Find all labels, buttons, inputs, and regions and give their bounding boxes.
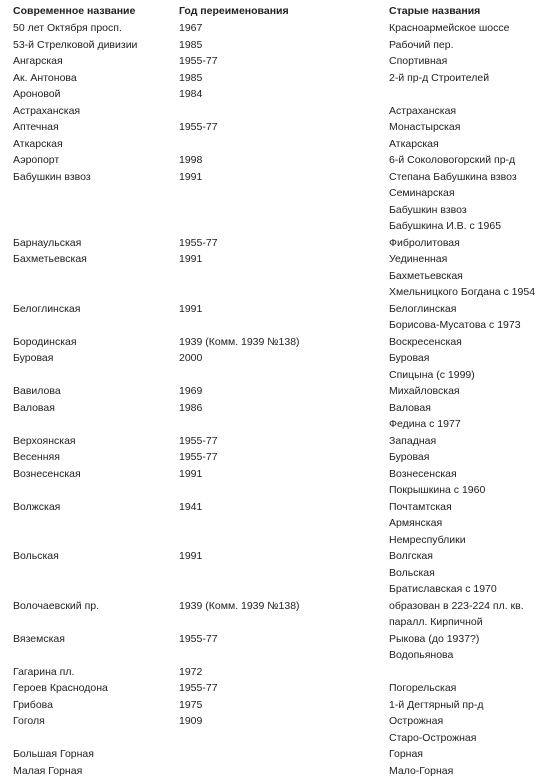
table-row (0, 20, 540, 36)
cell-modern-name: Героев Краснодона (13, 682, 108, 694)
cell-modern-name: Вавилова (13, 385, 61, 397)
table-row (0, 350, 540, 366)
cell-old-name: Степана Бабушкина взвоз (389, 170, 517, 183)
cell-old-name: Федина с 1977 (389, 418, 461, 430)
table-row (0, 614, 540, 630)
table-row (0, 70, 540, 86)
cell-old-name: Погорельская (389, 682, 457, 694)
cell-modern-name: Буровая (13, 352, 54, 364)
cell-rename-year: 1967 (179, 22, 203, 34)
table-row (0, 416, 540, 432)
table-row (0, 251, 540, 267)
cell-old-name: паралл. Кирпичной (389, 616, 483, 628)
table-row (0, 499, 540, 515)
table-header (0, 3, 540, 19)
cell-modern-name: Валовая (13, 401, 55, 414)
table-row (0, 433, 540, 449)
cell-modern-name: Бородинская (13, 335, 77, 348)
cell-rename-year: 1986 (179, 401, 203, 414)
column-header-modern-name: Современное название (13, 5, 136, 17)
cell-modern-name: Аэропорт (13, 154, 60, 166)
table-row (0, 103, 540, 119)
cell-old-name: Белоглинская (389, 302, 457, 315)
cell-old-name: Горная (389, 748, 423, 760)
cell-modern-name: Большая Горная (13, 748, 94, 760)
table-row (0, 284, 540, 300)
cell-old-name: Старо-Острожная (389, 731, 477, 744)
cell-old-name: Буровая (389, 352, 430, 364)
cell-rename-year: 1998 (179, 154, 203, 166)
table-row (0, 202, 540, 218)
cell-modern-name: 50 лет Октября просп. (13, 22, 122, 34)
cell-old-name: Воскресенская (389, 335, 462, 348)
table-row (0, 449, 540, 465)
cell-rename-year: 1939 (Комм. 1939 №138) (179, 335, 300, 348)
cell-rename-year: 2000 (179, 352, 203, 364)
table-row (0, 86, 540, 102)
cell-old-name: Бахметьевская (389, 269, 463, 282)
cell-rename-year: 1955-77 (179, 236, 218, 249)
cell-old-name: Покрышкина с 1960 (389, 484, 486, 496)
table-row (0, 136, 540, 152)
table-row (0, 515, 540, 531)
cell-rename-year: 1984 (179, 88, 203, 100)
cell-rename-year: 1955-77 (179, 632, 218, 645)
cell-old-name: Уединенная (389, 253, 448, 265)
cell-modern-name: Волочаевский пр. (13, 599, 100, 612)
cell-modern-name: Вознесенская (13, 467, 81, 480)
table-row (0, 301, 540, 317)
table-row (0, 548, 540, 564)
table-row (0, 598, 540, 614)
table-row (0, 631, 540, 647)
cell-modern-name: 53-й Стрелковой дивизии (13, 38, 138, 51)
cell-old-name: Фибролитовая (389, 236, 460, 249)
cell-rename-year: 1975 (179, 698, 203, 711)
table-row (0, 317, 540, 333)
table-row (0, 730, 540, 746)
cell-old-name: Бабушкин взвоз (389, 203, 467, 216)
cell-old-name: Валовая (389, 401, 431, 414)
table-row (0, 697, 540, 713)
cell-modern-name: Вяземская (13, 632, 65, 645)
cell-rename-year: 1985 (179, 38, 203, 51)
cell-modern-name: Ароновой (13, 88, 61, 100)
cell-modern-name: Аткарская (13, 137, 63, 150)
cell-rename-year: 1955-77 (179, 451, 218, 463)
cell-old-name: 2-й пр-д Строителей (389, 71, 490, 84)
cell-old-name: Рыкова (до 1937?) (389, 632, 480, 645)
cell-modern-name: Вольская (13, 550, 59, 562)
cell-modern-name: Грибова (13, 698, 53, 711)
cell-old-name: Почтамтская (389, 500, 452, 513)
cell-old-name: Буровая (389, 451, 430, 463)
cell-old-name: Волгская (389, 550, 433, 562)
cell-rename-year: 1955-77 (179, 434, 218, 447)
table-row (0, 218, 540, 234)
table-row (0, 367, 540, 383)
table-row (0, 235, 540, 251)
table-row (0, 37, 540, 53)
cell-old-name: Вольская (389, 566, 435, 579)
cell-old-name: Бабушкина И.В. с 1965 (389, 220, 502, 232)
table-row (0, 746, 540, 762)
cell-old-name: Михайловская (389, 385, 460, 397)
table-row (0, 565, 540, 581)
cell-modern-name: Барнаульская (13, 236, 82, 249)
cell-modern-name: Малая Горная (13, 764, 83, 777)
column-header-old-names: Старые названия (389, 5, 481, 17)
cell-rename-year: 1985 (179, 71, 203, 84)
cell-old-name: Острожная (389, 715, 444, 727)
cell-old-name: Спицына (с 1999) (389, 368, 475, 381)
table-row (0, 53, 540, 69)
table-row (0, 119, 540, 135)
cell-rename-year: 1991 (179, 302, 203, 315)
cell-modern-name: Ак. Антонова (13, 71, 77, 84)
cell-modern-name: Аптечная (13, 121, 59, 133)
cell-modern-name: Астраханская (13, 104, 81, 117)
cell-rename-year: 1969 (179, 385, 203, 397)
table-row (0, 532, 540, 548)
table-row (0, 400, 540, 416)
cell-old-name: Вознесенская (389, 467, 457, 480)
cell-modern-name: Гагарина пл. (13, 665, 75, 678)
cell-rename-year: 1991 (179, 467, 203, 480)
cell-rename-year: 1972 (179, 665, 203, 678)
cell-old-name: Семинарская (389, 187, 455, 199)
cell-old-name: Астраханская (389, 104, 457, 117)
column-header-rename-year: Год переименования (179, 5, 289, 17)
cell-modern-name: Верхоянская (13, 434, 76, 447)
cell-old-name: Аткарская (389, 137, 439, 150)
cell-rename-year: 1955-77 (179, 682, 218, 694)
cell-rename-year: 1955-77 (179, 55, 218, 67)
table-row (0, 268, 540, 284)
cell-rename-year: 1909 (179, 715, 203, 727)
cell-old-name: Борисова-Мусатова с 1973 (389, 319, 521, 331)
cell-modern-name: Волжская (13, 500, 61, 513)
cell-rename-year: 1991 (179, 550, 203, 562)
cell-modern-name: Бабушкин взвоз (13, 170, 91, 183)
cell-old-name: Армянская (389, 517, 443, 529)
cell-rename-year: 1941 (179, 500, 203, 513)
table-row (0, 581, 540, 597)
cell-old-name: Рабочий пер. (389, 38, 454, 51)
table-row (0, 763, 540, 779)
cell-old-name: 6-й Соколовогорский пр-д (389, 154, 516, 166)
cell-old-name: Мало-Горная (389, 764, 454, 777)
cell-old-name: Хмельницкого Богдана с 1954 (389, 286, 536, 298)
table-row (0, 152, 540, 168)
cell-modern-name: Бахметьевская (13, 253, 87, 265)
cell-old-name: Водопьянова (389, 649, 454, 661)
table-row (0, 713, 540, 729)
cell-old-name: Братиславская с 1970 (389, 583, 497, 595)
cell-rename-year: 1991 (179, 170, 203, 183)
cell-old-name: Монастырская (389, 121, 461, 133)
table-row (0, 383, 540, 399)
table-row (0, 169, 540, 185)
table-row (0, 185, 540, 201)
cell-old-name: Красноармейское шоссе (389, 22, 510, 34)
table-row (0, 466, 540, 482)
table-row (0, 334, 540, 350)
cell-rename-year: 1939 (Комм. 1939 №138) (179, 599, 300, 612)
cell-modern-name: Ангарская (13, 55, 63, 67)
cell-old-name: Западная (389, 434, 437, 447)
table-row (0, 482, 540, 498)
cell-modern-name: Гоголя (13, 715, 45, 727)
table-row (0, 680, 540, 696)
cell-rename-year: 1955-77 (179, 121, 218, 133)
cell-modern-name: Белоглинская (13, 302, 81, 315)
table-row (0, 647, 540, 663)
cell-old-name: Немреспублики (389, 533, 466, 546)
cell-old-name: 1-й Дегтярный пр-д (389, 698, 484, 711)
cell-old-name: Спортивная (389, 55, 448, 67)
table-row (0, 664, 540, 680)
cell-modern-name: Весенняя (13, 451, 60, 463)
cell-old-name: образован в 223-224 пл. кв. (389, 599, 524, 612)
cell-rename-year: 1991 (179, 253, 203, 265)
